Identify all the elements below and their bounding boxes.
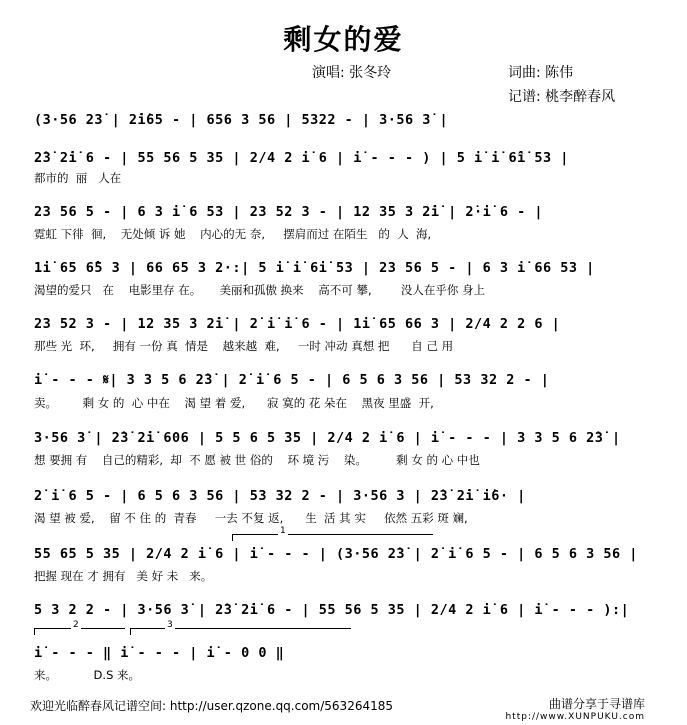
watermark-url: http://www.XUNPUKU.com: [505, 712, 645, 722]
score-line-lyrics: 渴望的爱只 在 电影里存 在。 美丽和孤傲 换来 高不可 攀, 没人在乎你 身上: [34, 283, 486, 297]
score-line-lyrics: 渴 望 被 爱, 留 不 住 的 青春 一去 不复 返, 生 活 其 实 依然 五彩 斑 斓,: [34, 511, 468, 525]
volta-bracket: [232, 526, 433, 541]
score-line-music: 23 56 5 - | 6 3 i̇ 6 53 | 23 52 3 - | 12 35 3 2̇i̇ | 2̇·i̇ 6 - |: [34, 204, 544, 220]
score-line-lyrics: 都市的 丽 人在: [34, 171, 122, 185]
volta-number: 1: [280, 526, 286, 536]
footer-text: 欢迎光临醉春风记谱空间: http://user.qzone.qq.com/563264185: [30, 699, 394, 713]
score-line-lyrics: 来。 D.S 来。: [34, 668, 141, 682]
score-line-music: 5 3 2 2 - | 3·56 3̇ | 2̇3̇ 2̇i̇ 6 - | 55 56 5 35 | 2/4 2 i̇ 6 | i̇ - - - ):|: [34, 602, 630, 618]
composer-credit: 词曲: 陈伟: [508, 65, 574, 81]
score-line-music: i̇ - - - 𝄋| 3 3 5 6 2̇3̇ | 2̇ i̇ 6 5 - | 6 5 6 3 56 | 53 32 2 - |: [34, 372, 550, 388]
volta-bracket: [130, 620, 351, 635]
score-line-lyrics: 想 要拥 有 自己的精彩, 却 不 愿 被 世 俗的 环 境 污 染。 剩 女 的 心 中也: [34, 453, 480, 467]
score-line-music: 1i̇ 65 6̂5 3 | 66 65 3 2·:| 5 i̇ i̇ 6i̇ 53 | 23 56 5 - | 6 3 i̇ 66 53 |: [34, 260, 595, 276]
score-line-music: 3·56 3̇ | 2̇3̇ 2̇i̇ 606 | 5 5 6 5 35 | 2/4 2 i̇ 6 | i̇ - - - | 3 3 5 6 2̇3̇ |: [34, 430, 621, 446]
singer-credit: 演唱: 张冬玲: [312, 65, 392, 81]
score-line-lyrics: 那些 光 环, 拥有 一份 真 情是 越来越 难, 一时 冲动 真想 把 自 己 用: [34, 339, 454, 353]
watermark-line: 曲谱分享于寻谱库: [548, 697, 645, 711]
score-line-music: (3·56 23̇ | 2̇i̇65 - | 656 3 56 | 5322 - | 3·56 3̇ |: [34, 112, 449, 128]
volta-bracket: [34, 620, 125, 635]
page-title: 剩女的爱: [283, 23, 404, 56]
watermark: [505, 695, 645, 722]
score-line-lyrics: 霓虹 下徘 徊, 无处倾 诉 她 内心的无 奈, 摆肩而过 在陌生 的 人 海,: [34, 227, 432, 241]
score-line-music: i̇ - - - ‖ i̇ - - - | i̇ - 0 0 ‖: [34, 645, 285, 661]
volta-number: 2: [73, 620, 79, 630]
score-line-lyrics: 卖。 剩 女 的 心 中在 渴 望 着 爱, 寂 寞的 花 朵在 黑夜 里盛 开,: [34, 396, 434, 410]
score-line-music: 55 65 5 35 | 2/4 2 i̇ 6 | i̇ - - - | (3·56 2̇3̇ | 2̇ i̇ 6 5 - | 6 5 6 3 56 |: [34, 546, 638, 562]
score-line-music: 2̇ i̇ 6 5 - | 6 5 6 3 56 | 53 32 2 - | 3·56 3 | 2̇3̇ 2̇i̇ i̇6· |: [34, 488, 526, 504]
score-line-lyrics: 把握 现在 才 拥有 美 好 未 来。: [34, 569, 213, 583]
score-line-music: 2̇3̇ 2̇i̇ 6 - | 55 56 5 35 | 2/4 2 i̇ 6 | i̇ - - - ) | 5 i̇ i̇ 6̂i̇ 53 |: [34, 150, 569, 166]
transcriber-credit: 记谱: 桃李醉春风: [508, 89, 616, 105]
volta-number: 3: [167, 620, 173, 630]
score-line-music: 23 52 3 - | 12 35 3 2̇i̇ | 2̇ i̇ i̇ 6 - | 1i̇ 65 66 3 | 2/4 2 2 6 |: [34, 316, 561, 332]
